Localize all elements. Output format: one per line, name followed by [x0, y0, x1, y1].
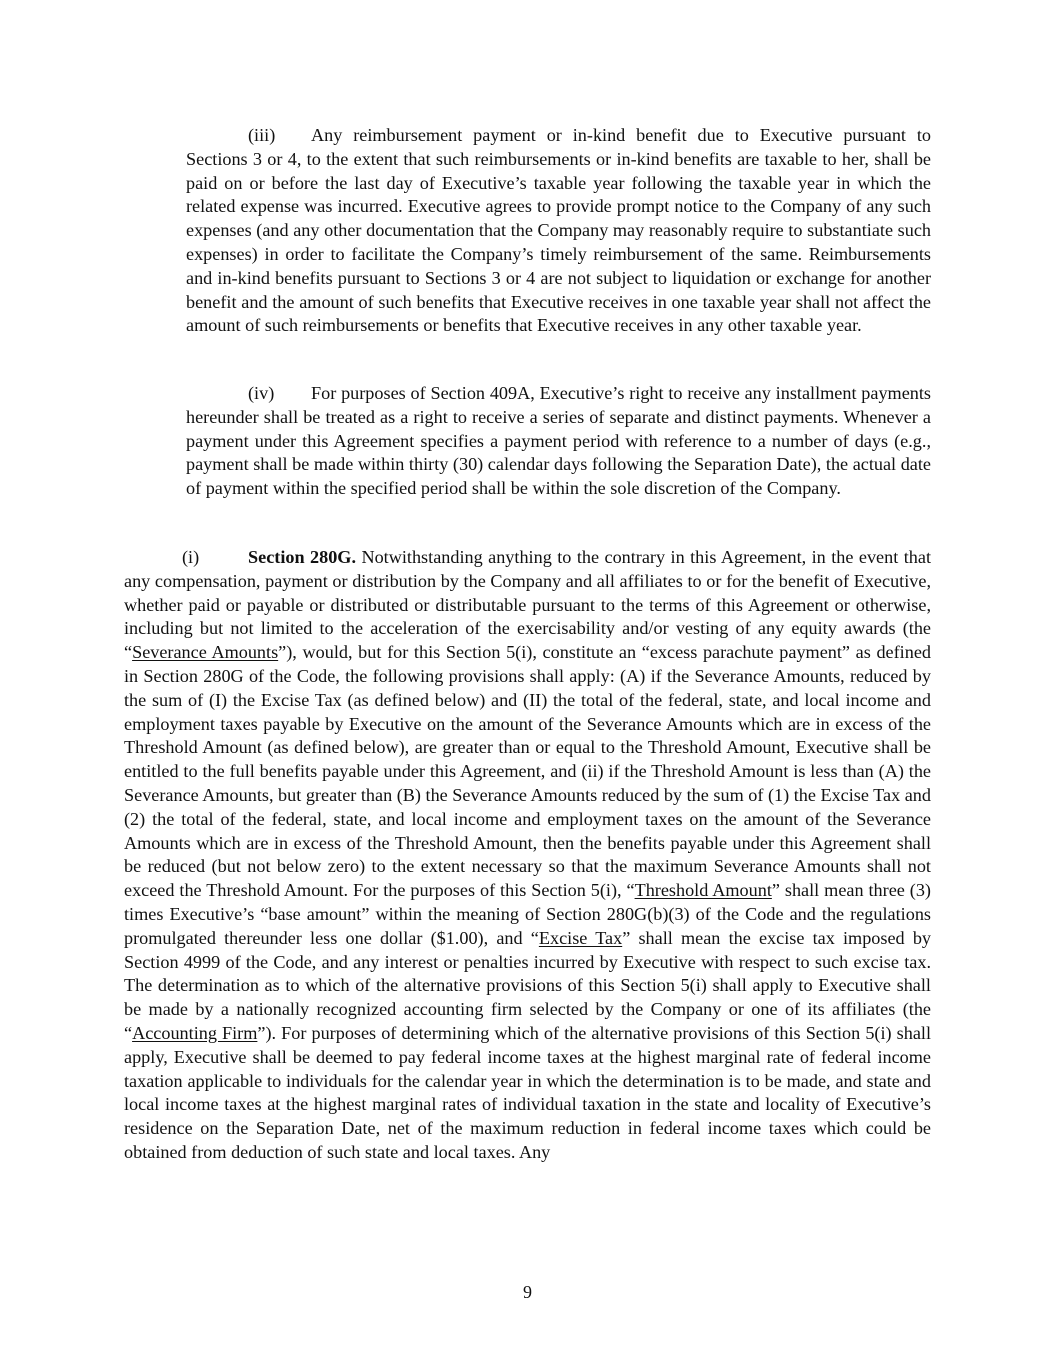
page-number: 9	[523, 1282, 532, 1302]
body-text-part-1: Notwithstanding anything to the contrary in this Agreement, in the event that any compensation, payment or distribution by the Company and all affiliates to or for the benefit of Executive, whether paid or payable or distributed or distributable pursuant to the terms of this Agreement or otherwise, including but not limited to the acceleration of the exercisability and/or vesting of any equity awards (the “	[124, 547, 931, 663]
paragraph-label-iv: (iv)	[248, 383, 275, 403]
body-text-part-3: ” shall mean three (3) times Executive’s “base amount” within the meaning of Section 280G(b)(3) of the Code and the regulations promulgated thereunder less one dollar ($1.00), and “	[124, 880, 931, 948]
paragraph-label-i: (i)	[182, 547, 200, 567]
paragraph-text-iii: Any reimbursement payment or in-kind benefit due to Executive pursuant to Sections 3 or 4, to the extent that such reimbursements or in-kind benefits are taxable to her, shall be paid on or before the last day of Executive’s taxable year following the taxable year in which the related expense was incurred. Executive agrees to provide prompt notice to the Company of any such expenses (and any other documentation that the Company may reasonably require to substantiate such expenses) in order to facilitate the Company’s timely reimbursement of the same. Reimbursements and in-kind benefits pursuant to Sections 3 or 4 are not subject to liquidation or exchange for another benefit and the amount of such benefits that Executive receives in one taxable year shall not affect the amount of such reimbursements or benefits that Executive receives in any other taxable year.	[186, 125, 931, 336]
section-heading: Section 280G.	[248, 547, 356, 567]
paragraph-iii	[186, 124, 931, 338]
defined-term-accounting-firm: Accounting Firm	[132, 1022, 258, 1043]
defined-term-severance-amounts: Severance Amounts	[132, 642, 279, 663]
defined-term-threshold-amount: Threshold Amount	[634, 880, 772, 901]
defined-term-excise-tax: Excise Tax	[538, 927, 623, 948]
body-text-part-5: ”). For purposes of determining which of the alternative provisions of this Section 5(i) shall apply, Executive shall be deemed to pay federal income taxes at the highest marginal rate of federal income taxation applicable to individuals for the calendar year in which the determination is to be made, and state and local income taxes at the highest marginal rates of individual taxation in the state and locality of Executive’s residence on the Separation Date, net of the maximum reduction in federal income taxes which could be obtained from deduction of such state and local taxes. Any	[124, 1022, 932, 1162]
paragraph-label-iii: (iii)	[248, 125, 276, 145]
paragraph-section-280g	[124, 546, 931, 1165]
body-text-part-4: ” shall mean the excise tax imposed by Section 4999 of the Code, and any interest or penalties incurred by Executive with respect to such excise tax. The determination as to which of the alternative provisions of this Section 5(i) shall apply to Executive shall be made by a nationally recognized accounting firm selected by the Company or one of its affiliates (the “	[124, 927, 932, 1043]
paragraph-iv	[186, 382, 931, 501]
paragraph-text-iv: For purposes of Section 409A, Executive’s right to receive any installment payments hereunder shall be treated as a right to receive a series of separate and distinct payments. Whenever a payment under this Agreement specifies a payment period with reference to a number of days (e.g., payment shall be made within thirty (30) calendar days following the Separation Date), the actual date of payment within the specified period shall be within the sole discretion of the Company.	[186, 383, 931, 499]
body-text-part-2: ”), would, but for this Section 5(i), constitute an “excess parachute payment” as defined in Section 280G of the Code, the following provisions shall apply: (A) if the Severance Amounts, reduced by the sum of (I) the Excise Tax (as defined below) and (II) the total of the federal, state, and local income and employment taxes payable by Executive on the amount of the Severance Amounts which are in excess of the Threshold Amount (as defined below), are greater than or equal to the Threshold Amount, Executive shall be entitled to the full benefits payable under this Agreement, and (ii) if the Threshold Amount is less than (A) the Severance Amounts, but greater than (B) the Severance Amounts reduced by the sum of (1) the Excise Tax and (2) the total of the federal, state, and local income and employment taxes on the amount of the Severance Amounts which are in excess of the Threshold Amount, then the benefits payable under this Agreement shall be reduced (but not below zero) to the extent necessary so that the maximum Severance Amounts shall not exceed the Threshold Amount. For the purposes of this Section 5(i), “	[124, 642, 931, 901]
